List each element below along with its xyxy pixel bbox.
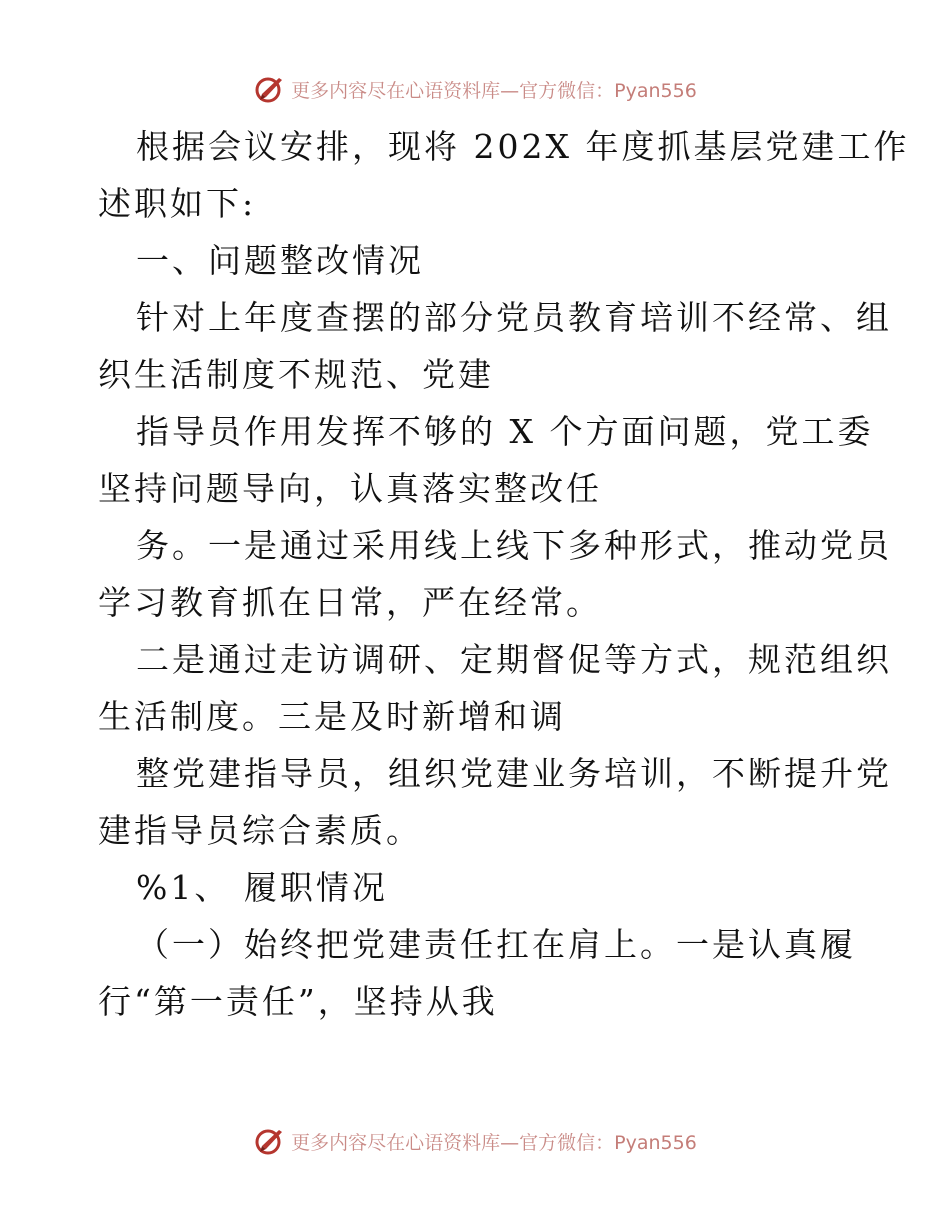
paragraph-line: 建指导员综合素质。 xyxy=(98,811,422,850)
paragraph-line: 针对上年度查摆的部分党员教育培训不经常、组 xyxy=(136,298,892,337)
paragraph-line: 行“第一责任”，坚持从我 xyxy=(98,982,498,1021)
paragraph-line: （一）始终把党建责任扛在肩上。一是认真履 xyxy=(136,925,856,964)
paragraph-line: 指导员作用发挥不够的 X 个方面问题，党工委 xyxy=(136,412,874,451)
paragraph-line: 述职如下: xyxy=(98,184,257,223)
document-body xyxy=(98,118,910,1030)
quill-pen-circle-icon xyxy=(253,1124,287,1158)
paragraph-line: 生活制度。三是及时新增和调 xyxy=(98,697,566,736)
quill-pen-circle-icon xyxy=(253,72,287,106)
paragraph-line: 整党建指导员，组织党建业务培训，不断提升党 xyxy=(136,754,892,793)
paragraph-line: 根据会议安排，现将 202X 年度抓基层党建工作 xyxy=(136,127,910,166)
paragraph-line: 务。一是通过采用线上线下多种形式，推动党员 xyxy=(136,526,892,565)
watermark-text: 更多内容尽在心语资料库—官方微信：Pyan556 xyxy=(291,1131,697,1154)
footer-watermark xyxy=(0,1124,950,1158)
paragraph-line: 坚持问题导向，认真落实整改任 xyxy=(98,469,602,508)
watermark-account: Pyan556 xyxy=(614,1131,697,1154)
watermark-account: Pyan556 xyxy=(614,79,697,102)
paragraph-line: 织生活制度不规范、党建 xyxy=(98,355,494,394)
watermark-text: 更多内容尽在心语资料库—官方微信：Pyan556 xyxy=(291,79,697,102)
paragraph-line: 学习教育抓在日常，严在经常。 xyxy=(98,583,602,622)
header-watermark xyxy=(0,72,950,106)
paragraph-line: 二是通过走访调研、定期督促等方式，规范组织 xyxy=(136,640,892,679)
section-heading: 一、问题整改情况 xyxy=(136,241,424,280)
section-heading: %1、 履职情况 xyxy=(136,868,388,907)
